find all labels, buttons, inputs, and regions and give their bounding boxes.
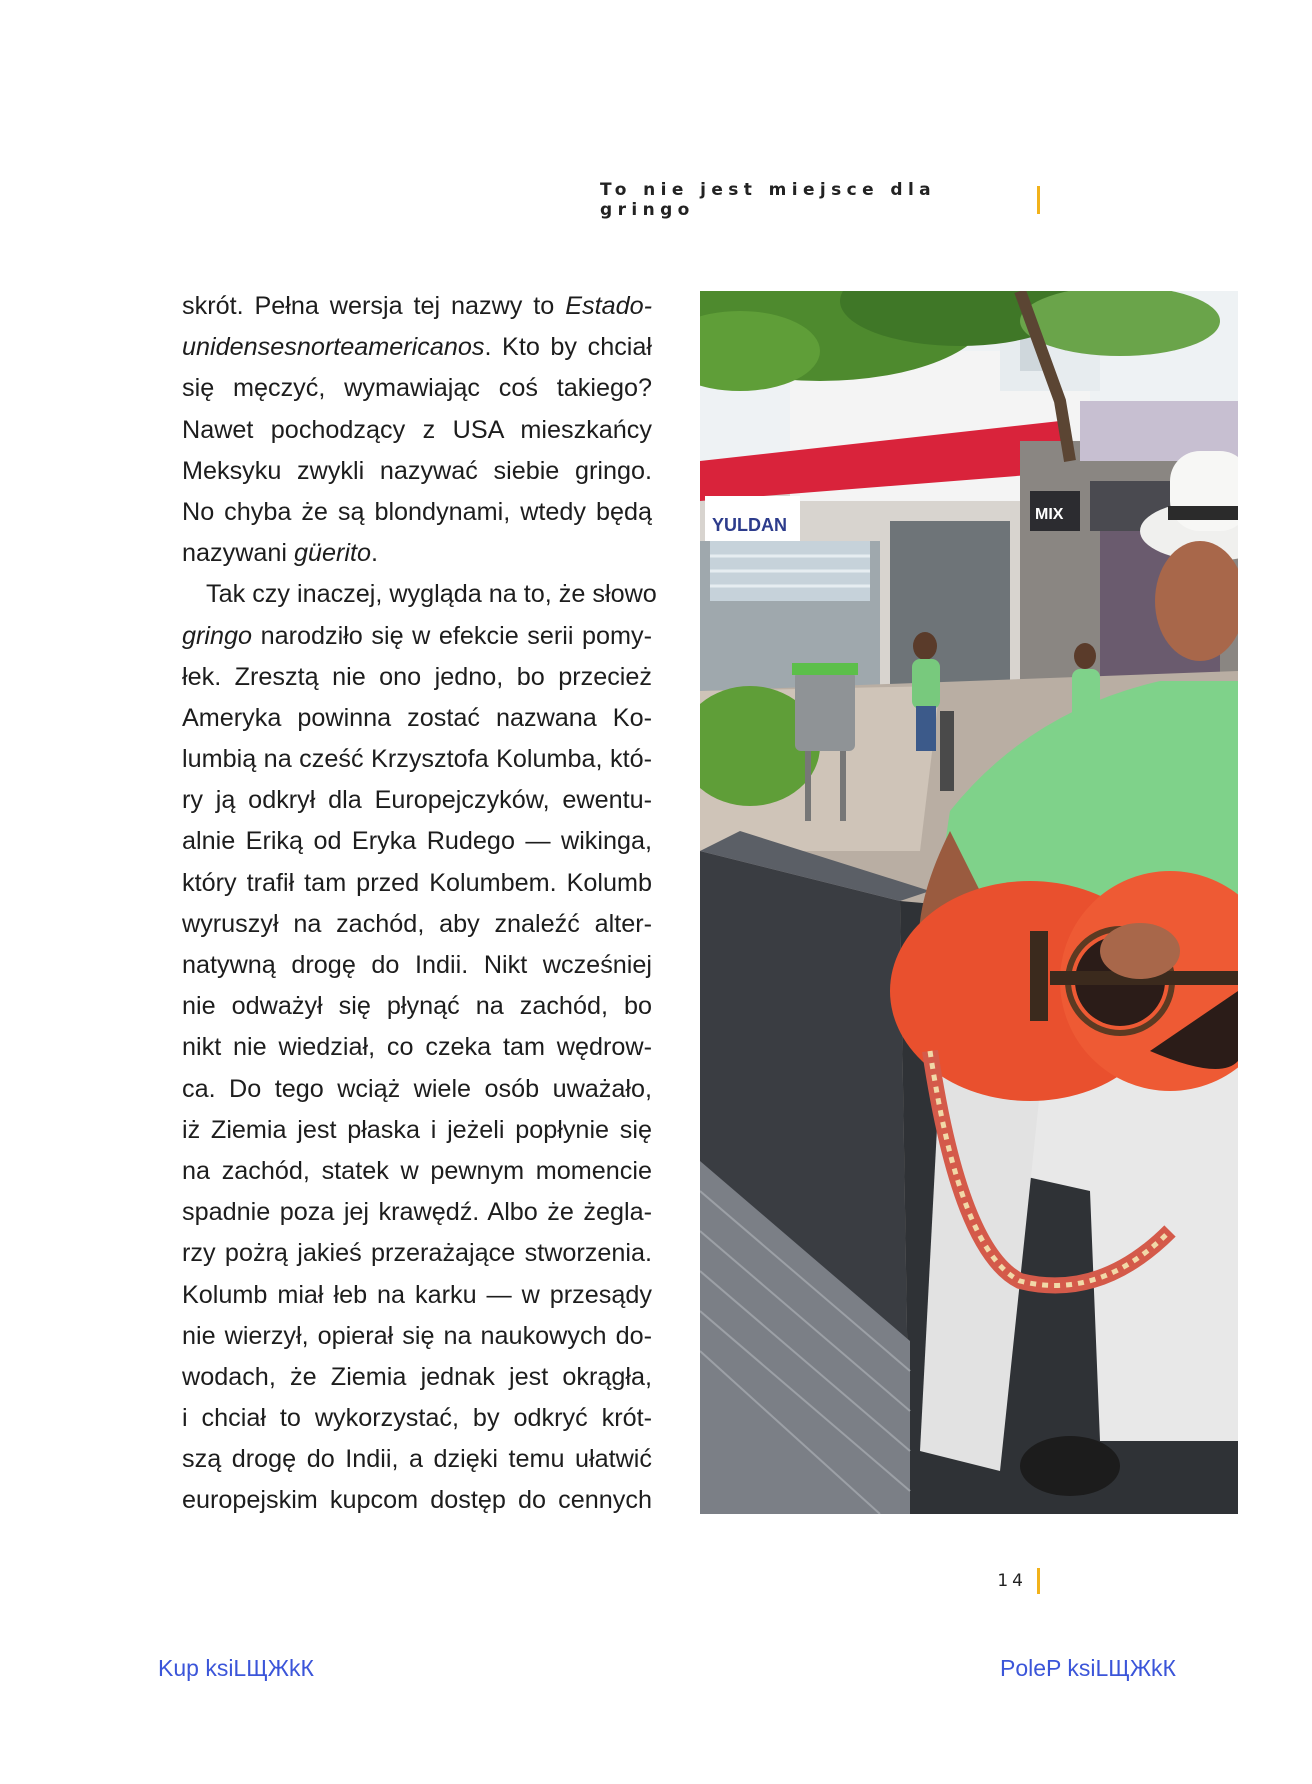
running-header [600, 180, 1040, 220]
page-footer [900, 1568, 1040, 1594]
header-accent-bar [1037, 186, 1040, 214]
text-line: który trafił tam przed Kolumbem. Kolumb [182, 868, 652, 897]
text-line: Nawet pochodzący z USA mieszkańcy [182, 415, 652, 444]
paragraph-2 [182, 574, 657, 1521]
text-line: Ameryka powinna zostać nazwana Ko- [182, 703, 652, 732]
text-line: alnie Eriką od Eryka Rudego — wikinga, [182, 827, 652, 856]
text-line: lumbią na cześć Krzysztofa Kolumba, któ- [182, 745, 652, 774]
text-line: nikt nie wiedział, co czeka tam wędrow- [182, 1033, 652, 1062]
text-line: No chyba że są blondynami, wtedy będą [182, 497, 652, 526]
text-line: się męczyć, wymawiając coś takiego? [182, 374, 652, 403]
text-line: na zachód, statek w pewnym momencie [182, 1156, 652, 1185]
text-line: skrót. Pełna wersja tej nazwy to Estado- [182, 292, 652, 320]
street-musician-photo [700, 291, 1238, 1514]
text-line: i chciał to wykorzystać, by odkryć krót- [182, 1404, 652, 1433]
text-line: ca. Do tego wciąż wiele osób uważało, [182, 1074, 652, 1103]
page-number: 14 [997, 1571, 1027, 1591]
text-line: Tak czy inaczej, wygląda na to, że słowo [206, 580, 657, 609]
text-line: natywną drogę do Indii. Nikt wcześniej [182, 951, 652, 979]
text-line: wyruszył na zachód, aby znaleźć alter- [182, 909, 652, 938]
text-line: Meksyku zwykli nazywać siebie gringo. [182, 456, 652, 485]
text-line: łek. Zresztą nie ono jedno, bo przecież [182, 662, 652, 691]
paragraph-1 [182, 286, 652, 574]
body-text [182, 286, 657, 1522]
text-line: spadnie poza jej krawędź. Albo że żegla- [182, 1198, 652, 1227]
text-line: szą drogę do Indii, a dzięki temu ułatwić [182, 1445, 652, 1474]
text-line: rzy pożrą jakieś przerażające stworzenia. [182, 1239, 652, 1268]
text-line: iż Ziemia jest płaska i jeżeli popłynie się [182, 1115, 652, 1144]
text-line: nazywani güerito. [182, 539, 379, 568]
text-line: europejskim kupcom dostęp do cennych [182, 1486, 652, 1515]
text-line: Kolumb miał łeb na karku — w przesądy [182, 1280, 652, 1309]
text-line: ry ją odkrył dla Europejczyków, ewentu- [182, 786, 652, 815]
running-title: To nie jest miejsce dla gringo [600, 180, 937, 220]
text-line: nie odważył się płynąć na zachód, bo [182, 992, 652, 1021]
recommend-book-link[interactable]: PoleP ksiLЩЖkК [1000, 1655, 1176, 1681]
text-line: unidensesnorteamericanos. Kto by chciał [182, 333, 652, 362]
footer-accent-bar [1037, 1568, 1040, 1594]
store-sign-yuldan: YULDAN [712, 515, 787, 535]
store-sign-mix: MIX [1035, 506, 1064, 523]
text-line: nie wierzył, opierał się na naukowych do- [182, 1321, 652, 1350]
text-line: gringo narodziło się w efekcie serii pomy- [182, 621, 652, 650]
buy-book-link[interactable]: Kup ksiLЩЖkК [158, 1655, 314, 1681]
text-line: wodach, że Ziemia jednak jest okrągła, [182, 1362, 652, 1391]
